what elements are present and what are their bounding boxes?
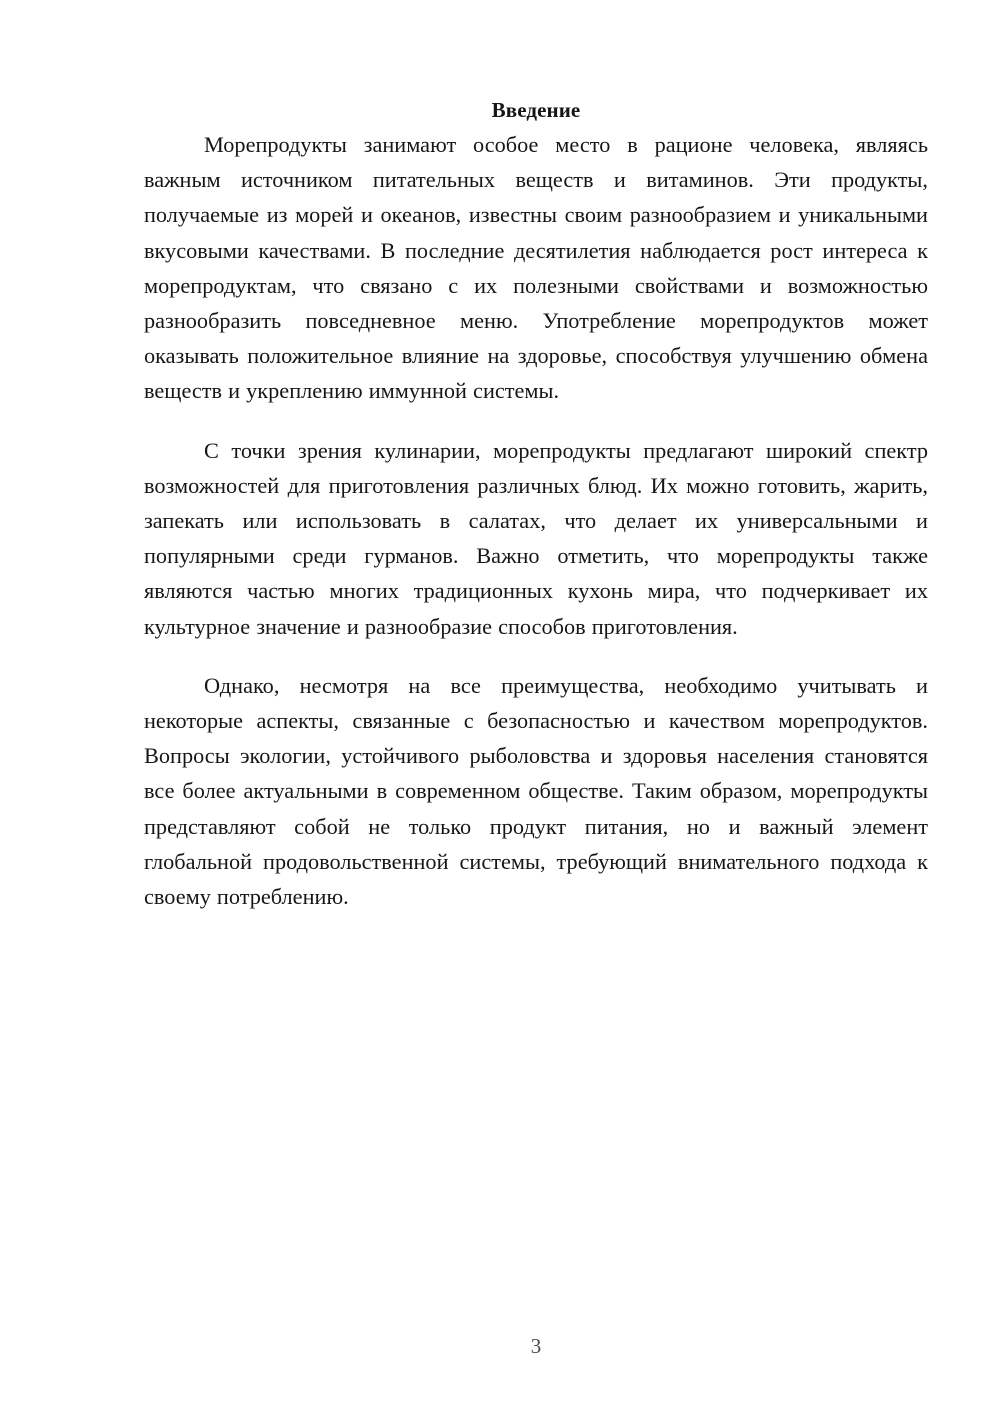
- page-number: 3: [530, 1334, 542, 1358]
- paragraph-1: Морепродукты занимают особое место в рационе человека, являясь важным источником питательных веществ и витаминов. Эти продукты, получаемые из морей и океанов, известны своим разнообразием и уникальными вкусовыми качествами. В последние десятилетия наблюдается рост интереса к морепродуктам, что связано с их полезными свойствами и возможностью разнообразить повседневное меню. Употребление морепродуктов может оказывать положительное влияние на здоровье, способствуя улучшению обмена веществ и укреплению иммунной системы.: [144, 132, 928, 404]
- paragraph-3: Однако, несмотря на все преимущества, необходимо учитывать и некоторые аспекты, связанные с безопасностью и качеством морепродуктов. Вопросы экологии, устойчивого рыболовства и здоровья населения становятся все более актуальными в современном обществе. Таким образом, морепродукты представляют собой не только продукт питания, но и важный элемент глобальной продовольственной системы, требующий внимательного подхода к своему потреблению.: [144, 672, 928, 910]
- section-heading: Введение: [491, 98, 581, 122]
- page-content: [144, 96, 928, 938]
- paragraph-2: С точки зрения кулинарии, морепродукты предлагают широкий спектр возможностей для приготовления различных блюд. Их можно готовить, жарить, запекать или использовать в салатах, что делает их универсальными и популярными среди гурманов. Важно отметить, что морепродукты также являются частью многих традиционных кухонь мира, что подчеркивает их культурное значение и разнообразие способов приготовления.: [144, 437, 928, 639]
